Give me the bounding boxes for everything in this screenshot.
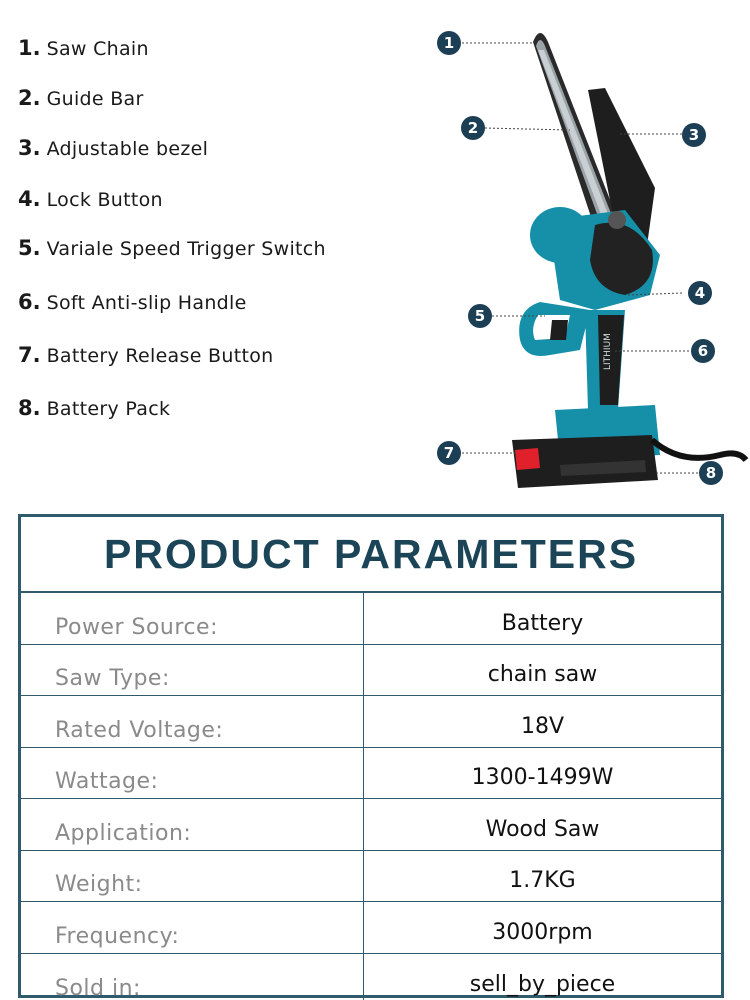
part-number: 5. bbox=[18, 236, 41, 260]
tool-body-graphic bbox=[512, 207, 660, 488]
part-label: Adjustable bezel bbox=[46, 138, 209, 160]
param-value: chain saw bbox=[487, 662, 598, 688]
callout-2-label: 2 bbox=[467, 119, 479, 137]
part-label: Guide Bar bbox=[46, 88, 144, 110]
part-label: Variale Speed Trigger Switch bbox=[46, 238, 326, 260]
part-item-guide-bar bbox=[18, 86, 144, 110]
callout-7-badge bbox=[437, 441, 461, 465]
callout-5-label: 5 bbox=[474, 307, 486, 325]
callout-3-badge bbox=[682, 123, 706, 147]
callout-1-badge bbox=[437, 31, 461, 55]
table-row bbox=[21, 748, 721, 800]
callout-3-label: 3 bbox=[688, 126, 700, 144]
callout-6-label: 6 bbox=[697, 342, 709, 360]
param-key: Saw Type: bbox=[21, 645, 364, 696]
callout-6-badge bbox=[691, 339, 715, 363]
param-value: Wood Saw bbox=[485, 816, 600, 842]
part-number: 7. bbox=[18, 343, 41, 367]
table-row bbox=[21, 902, 721, 954]
part-item-handle bbox=[18, 290, 247, 314]
param-value: 3000rpm bbox=[492, 919, 593, 945]
part-item-saw-chain bbox=[18, 36, 149, 60]
part-item-trigger-switch bbox=[18, 236, 326, 260]
param-value: 1.7KG bbox=[509, 868, 576, 894]
part-label: Battery Release Button bbox=[46, 345, 274, 367]
table-row bbox=[21, 954, 721, 1000]
params-title: PRODUCT PARAMETERS bbox=[21, 517, 721, 593]
part-item-adjustable-bezel bbox=[18, 136, 208, 160]
callout-8-label: 8 bbox=[705, 464, 717, 482]
table-row bbox=[21, 593, 721, 645]
param-value: sell_by_piece bbox=[469, 971, 616, 997]
callout-5-badge bbox=[468, 304, 492, 328]
part-number: 8. bbox=[18, 396, 41, 420]
part-label: Saw Chain bbox=[46, 38, 149, 60]
part-item-lock-button bbox=[18, 187, 163, 211]
callout-4-badge bbox=[688, 281, 712, 305]
part-label: Lock Button bbox=[46, 189, 163, 211]
strap-graphic bbox=[652, 440, 746, 460]
part-number: 2. bbox=[18, 86, 41, 110]
param-value: 1300-1499W bbox=[471, 765, 614, 791]
callout-2-badge bbox=[461, 116, 485, 140]
part-number: 1. bbox=[18, 36, 41, 60]
param-value: 18V bbox=[520, 713, 565, 739]
callout-4-label: 4 bbox=[694, 284, 706, 302]
part-label: Soft Anti-slip Handle bbox=[46, 292, 247, 314]
chainsaw-illustration bbox=[420, 10, 750, 505]
product-parameters-table bbox=[18, 514, 724, 998]
param-key: Sold in: bbox=[21, 954, 364, 1000]
part-item-battery-pack bbox=[18, 396, 170, 420]
table-row bbox=[21, 799, 721, 851]
param-key: Application: bbox=[21, 799, 364, 850]
param-key: Frequency: bbox=[21, 902, 364, 953]
param-value: Battery bbox=[501, 610, 584, 636]
chainsaw-image bbox=[420, 10, 750, 505]
handle-brand-text: LITHIUM bbox=[603, 333, 613, 370]
param-key: Weight: bbox=[21, 851, 364, 902]
callout-7-label: 7 bbox=[443, 444, 455, 462]
part-item-battery-release bbox=[18, 343, 273, 367]
param-key: Wattage: bbox=[21, 748, 364, 799]
table-row bbox=[21, 645, 721, 697]
part-number: 3. bbox=[18, 136, 41, 160]
callout-8-badge bbox=[699, 461, 723, 485]
callout-1-label: 1 bbox=[443, 34, 455, 52]
param-key: Rated Voltage: bbox=[21, 696, 364, 747]
part-number: 4. bbox=[18, 187, 41, 211]
table-row bbox=[21, 696, 721, 748]
table-row bbox=[21, 851, 721, 903]
part-label: Battery Pack bbox=[46, 398, 171, 420]
part-number: 6. bbox=[18, 290, 41, 314]
param-key: Power Source: bbox=[21, 593, 364, 644]
